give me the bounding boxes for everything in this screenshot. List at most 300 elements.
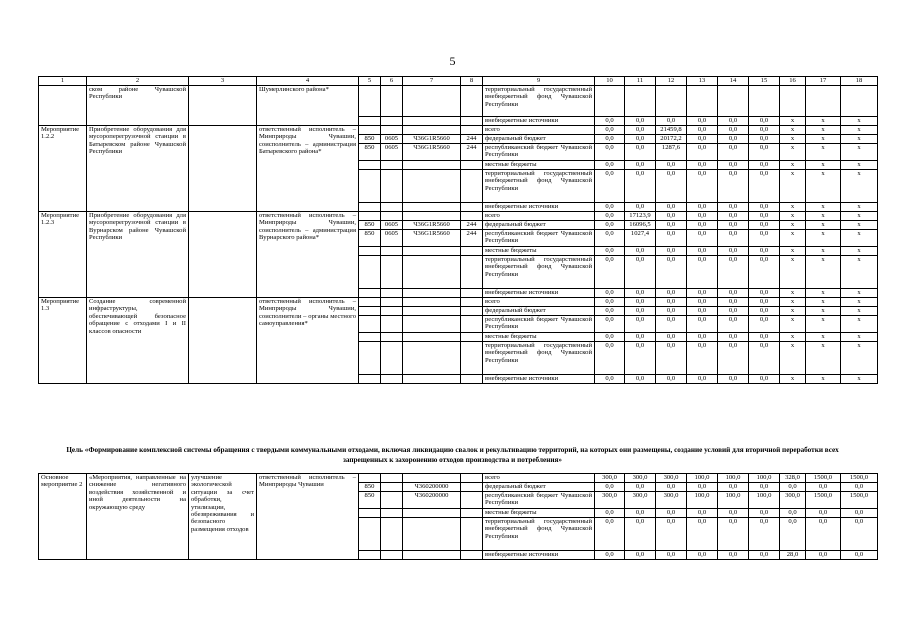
table-row [39, 86, 878, 117]
column-number: 4 [257, 77, 359, 86]
column-number: 12 [656, 77, 687, 86]
value-cell: 0,0 [806, 551, 841, 560]
value-cell: x [806, 316, 841, 333]
code-grbs [359, 203, 381, 212]
value-cell: 0,0 [841, 509, 878, 518]
value-cell: x [806, 117, 841, 126]
code-target [403, 509, 461, 518]
value-cell: 0,0 [595, 247, 625, 256]
code-target: Ч360200000 [403, 483, 461, 492]
code-target [403, 551, 461, 560]
funding-source: территориальный государственный внебюджетный фонд Чувашской Республики [483, 86, 595, 117]
event-number: Мероприятие 1.2.2 [39, 126, 87, 212]
code-section [381, 298, 403, 307]
value-cell: x [780, 316, 806, 333]
code-expense [461, 256, 483, 289]
value-cell: 0,0 [749, 518, 780, 551]
code-section [381, 170, 403, 203]
value-cell: 0,0 [687, 256, 718, 289]
value-cell: 0,0 [595, 203, 625, 212]
code-section [381, 289, 403, 298]
program-table [38, 76, 878, 384]
value-cell: 0,0 [595, 117, 625, 126]
code-target [403, 247, 461, 256]
code-target [403, 375, 461, 384]
value-cell: 300,0 [625, 474, 656, 483]
value-cell: x [806, 256, 841, 289]
code-target: Ч36G1R5660 [403, 135, 461, 144]
value-cell: 0,0 [780, 483, 806, 492]
value-cell: 0,0 [687, 230, 718, 247]
table-row [39, 474, 878, 483]
column-number: 6 [381, 77, 403, 86]
code-expense [461, 203, 483, 212]
code-grbs: 850 [359, 144, 381, 161]
value-cell: 1500,0 [806, 474, 841, 483]
value-cell: 0,0 [625, 333, 656, 342]
value-cell: 0,0 [806, 518, 841, 551]
value-cell: 0,0 [656, 307, 687, 316]
value-cell: 0,0 [687, 221, 718, 230]
funding-source: территориальный государственный внебюджетный фонд Чувашской Республики [483, 256, 595, 289]
code-section [381, 375, 403, 384]
code-expense [461, 307, 483, 316]
value-cell: 0,0 [595, 342, 625, 375]
value-cell: x [806, 333, 841, 342]
value-cell: 0,0 [718, 230, 749, 247]
value-cell: 0,0 [595, 221, 625, 230]
value-cell: 0,0 [656, 518, 687, 551]
value-cell: 0,0 [656, 256, 687, 289]
value-cell: x [806, 221, 841, 230]
value-cell [841, 86, 878, 117]
code-target: Ч36G1R5660 [403, 230, 461, 247]
column-number: 7 [403, 77, 461, 86]
code-grbs [359, 342, 381, 375]
value-cell: 0,0 [718, 161, 749, 170]
value-cell: 0,0 [625, 203, 656, 212]
value-cell: 0,0 [718, 126, 749, 135]
funding-source: федеральный бюджет [483, 483, 595, 492]
code-grbs [359, 289, 381, 298]
event-result [189, 212, 257, 298]
value-cell: x [780, 256, 806, 289]
code-section [381, 474, 403, 483]
value-cell: 0,0 [625, 551, 656, 560]
value-cell: 16096,5 [625, 221, 656, 230]
value-cell: 1027,4 [625, 230, 656, 247]
value-cell: 0,0 [718, 247, 749, 256]
code-section [381, 333, 403, 342]
value-cell: x [841, 289, 878, 298]
value-cell: 0,0 [841, 518, 878, 551]
code-grbs [359, 518, 381, 551]
value-cell: 0,0 [718, 307, 749, 316]
value-cell: 0,0 [595, 256, 625, 289]
code-target [403, 256, 461, 289]
value-cell: x [780, 203, 806, 212]
code-expense [461, 316, 483, 333]
code-expense: 244 [461, 135, 483, 144]
value-cell: 0,0 [595, 316, 625, 333]
code-grbs [359, 170, 381, 203]
code-expense: 244 [461, 230, 483, 247]
code-grbs [359, 161, 381, 170]
funding-source: федеральный бюджет [483, 221, 595, 230]
code-section [381, 518, 403, 551]
value-cell: 0,0 [687, 483, 718, 492]
code-grbs [359, 298, 381, 307]
code-expense: 244 [461, 144, 483, 161]
value-cell: 100,0 [718, 492, 749, 509]
funding-source: внебюджетные источники [483, 375, 595, 384]
column-number: 10 [595, 77, 625, 86]
column-number: 13 [687, 77, 718, 86]
value-cell: x [806, 135, 841, 144]
value-cell: 0,0 [718, 203, 749, 212]
funding-source: местные бюджеты [483, 247, 595, 256]
value-cell: x [780, 212, 806, 221]
value-cell: 100,0 [687, 474, 718, 483]
table-row [39, 298, 878, 307]
code-cell [359, 86, 381, 117]
value-cell: 0,0 [718, 298, 749, 307]
goal-heading: Цель «Формирование комплексной системы обращения с твердыми коммунальными отходами, включая ликвидацию свалок и рекультивацию территорий, на которых они размещены, создание условий для вторичной переработки всех запрещенных к захоронению отходов производства и потребления» [66, 446, 839, 464]
value-cell: 1287,6 [656, 144, 687, 161]
code-target: Ч36G1R5660 [403, 221, 461, 230]
value-cell: 0,0 [625, 117, 656, 126]
value-cell: 100,0 [687, 492, 718, 509]
value-cell: x [841, 298, 878, 307]
value-cell: 17123,9 [625, 212, 656, 221]
value-cell: 0,0 [656, 170, 687, 203]
value-cell: 0,0 [687, 247, 718, 256]
value-cell: 0,0 [625, 298, 656, 307]
value-cell: 28,0 [780, 551, 806, 560]
value-cell: 0,0 [718, 509, 749, 518]
funding-source: федеральный бюджет [483, 307, 595, 316]
value-cell: 0,0 [687, 144, 718, 161]
value-cell: 20172,2 [656, 135, 687, 144]
value-cell: 0,0 [780, 518, 806, 551]
value-cell: 0,0 [749, 230, 780, 247]
funding-source: местные бюджеты [483, 333, 595, 342]
code-expense [461, 474, 483, 483]
value-cell: 0,0 [749, 221, 780, 230]
code-grbs [359, 316, 381, 333]
value-cell: 300,0 [656, 474, 687, 483]
funding-source: республиканский бюджет Чувашской Республики [483, 492, 595, 509]
table-row [39, 126, 878, 135]
value-cell: x [806, 144, 841, 161]
value-cell: x [780, 161, 806, 170]
value-cell: 0,0 [718, 483, 749, 492]
code-grbs [359, 256, 381, 289]
value-cell: 0,0 [718, 551, 749, 560]
code-section [381, 492, 403, 509]
value-cell: x [841, 316, 878, 333]
value-cell: 0,0 [625, 135, 656, 144]
value-cell: x [841, 307, 878, 316]
value-cell [780, 86, 806, 117]
event-responsible: Шумерлинского района* [257, 86, 359, 126]
value-cell: x [841, 203, 878, 212]
value-cell: 0,0 [595, 518, 625, 551]
value-cell: 1500,0 [841, 492, 878, 509]
funding-source: всего [483, 298, 595, 307]
value-cell: x [841, 212, 878, 221]
code-target [403, 316, 461, 333]
code-grbs: 850 [359, 135, 381, 144]
value-cell: x [806, 170, 841, 203]
column-number: 11 [625, 77, 656, 86]
column-number: 8 [461, 77, 483, 86]
value-cell: x [780, 289, 806, 298]
header-row [39, 77, 878, 86]
value-cell [718, 86, 749, 117]
value-cell: 0,0 [595, 230, 625, 247]
value-cell: 0,0 [687, 117, 718, 126]
funding-source: местные бюджеты [483, 161, 595, 170]
code-target [403, 342, 461, 375]
code-section [381, 316, 403, 333]
event-number: Мероприятие 1.3 [39, 298, 87, 384]
value-cell: 0,0 [656, 230, 687, 247]
value-cell: 0,0 [749, 212, 780, 221]
value-cell: 0,0 [625, 170, 656, 203]
value-cell: 0,0 [718, 316, 749, 333]
code-section [381, 551, 403, 560]
code-target [403, 518, 461, 551]
value-cell: x [841, 126, 878, 135]
value-cell [656, 86, 687, 117]
value-cell: 0,0 [625, 509, 656, 518]
column-number: 9 [483, 77, 595, 86]
funding-source: местные бюджеты [483, 509, 595, 518]
value-cell: 0,0 [595, 126, 625, 135]
value-cell: 0,0 [749, 161, 780, 170]
event-responsible: ответственный исполнитель – Минприроды Чувашии, соисполнители – органы местного самоуправления* [257, 298, 359, 384]
event-result: улучшение экологической ситуации за счет обработки, утилизации, обезвреживания и безопасного размещения отходов [189, 474, 257, 560]
code-target [403, 170, 461, 203]
code-target [403, 212, 461, 221]
value-cell: 0,0 [749, 289, 780, 298]
value-cell: 0,0 [718, 289, 749, 298]
value-cell: 0,0 [718, 170, 749, 203]
value-cell: 300,0 [595, 474, 625, 483]
value-cell: 300,0 [595, 492, 625, 509]
value-cell: 100,0 [749, 492, 780, 509]
value-cell [687, 86, 718, 117]
value-cell: 0,0 [687, 170, 718, 203]
value-cell: 0,0 [595, 333, 625, 342]
column-number: 5 [359, 77, 381, 86]
column-number: 18 [841, 77, 878, 86]
value-cell: 0,0 [625, 126, 656, 135]
value-cell: x [841, 247, 878, 256]
value-cell: 0,0 [749, 483, 780, 492]
funding-source: территориальный государственный внебюджетный фонд Чувашской Республики [483, 342, 595, 375]
value-cell: 0,0 [656, 551, 687, 560]
code-section [381, 212, 403, 221]
value-cell: 0,0 [749, 247, 780, 256]
value-cell [595, 86, 625, 117]
code-target [403, 474, 461, 483]
value-cell: 0,0 [749, 117, 780, 126]
value-cell: 0,0 [656, 375, 687, 384]
code-section: 0605 [381, 221, 403, 230]
program-table-2 [38, 473, 878, 560]
value-cell: 0,0 [595, 161, 625, 170]
code-section: 0605 [381, 230, 403, 247]
code-target [403, 203, 461, 212]
value-cell: 0,0 [656, 221, 687, 230]
value-cell: x [841, 221, 878, 230]
event-result [189, 298, 257, 384]
value-cell: x [780, 126, 806, 135]
funding-source: республиканский бюджет Чувашской Республики [483, 144, 595, 161]
code-expense [461, 492, 483, 509]
value-cell: x [841, 230, 878, 247]
code-cell [461, 86, 483, 117]
code-target [403, 333, 461, 342]
value-cell: x [841, 161, 878, 170]
code-expense [461, 170, 483, 203]
event-name: Создание современной инфраструктуры, обеспечивающей безопасное обращение с отходами I и II классов опасности [87, 298, 189, 384]
value-cell: x [780, 230, 806, 247]
value-cell: 0,0 [656, 247, 687, 256]
value-cell: 0,0 [687, 298, 718, 307]
code-section [381, 247, 403, 256]
value-cell: 300,0 [780, 492, 806, 509]
value-cell: 0,0 [749, 551, 780, 560]
value-cell: 0,0 [718, 221, 749, 230]
funding-source: всего [483, 212, 595, 221]
event-responsible: ответственный исполнитель – Минприроды Чувашии, соисполнитель – администрация Вурнарского района* [257, 212, 359, 298]
value-cell: 0,0 [718, 342, 749, 375]
code-expense [461, 518, 483, 551]
value-cell: x [780, 298, 806, 307]
value-cell: 300,0 [656, 492, 687, 509]
value-cell: x [806, 307, 841, 316]
code-expense [461, 126, 483, 135]
value-cell: 0,0 [625, 518, 656, 551]
code-expense [461, 289, 483, 298]
value-cell: 100,0 [718, 474, 749, 483]
value-cell [625, 86, 656, 117]
code-expense [461, 509, 483, 518]
value-cell: 0,0 [595, 135, 625, 144]
code-section [381, 509, 403, 518]
page-number: 5 [449, 54, 456, 68]
value-cell: x [780, 144, 806, 161]
value-cell: x [806, 298, 841, 307]
value-cell: 0,0 [687, 161, 718, 170]
value-cell: 0,0 [625, 144, 656, 161]
code-grbs [359, 375, 381, 384]
column-number: 16 [780, 77, 806, 86]
value-cell: 0,0 [595, 551, 625, 560]
column-number: 17 [806, 77, 841, 86]
value-cell: 0,0 [749, 256, 780, 289]
value-cell: 0,0 [687, 203, 718, 212]
value-cell: x [780, 117, 806, 126]
value-cell: 0,0 [718, 256, 749, 289]
value-cell: 0,0 [656, 289, 687, 298]
value-cell: 0,0 [625, 316, 656, 333]
code-grbs: 850 [359, 492, 381, 509]
funding-source: территориальный государственный внебюджетный фонд Чувашской Республики [483, 170, 595, 203]
event-result [189, 126, 257, 212]
value-cell [749, 86, 780, 117]
value-cell: x [780, 247, 806, 256]
value-cell: x [841, 256, 878, 289]
code-section [381, 483, 403, 492]
value-cell: x [806, 203, 841, 212]
value-cell: 0,0 [718, 518, 749, 551]
funding-source: внебюджетные источники [483, 551, 595, 560]
value-cell: 0,0 [625, 247, 656, 256]
value-cell: 0,0 [656, 161, 687, 170]
value-cell: 0,0 [749, 126, 780, 135]
value-cell: 0,0 [718, 333, 749, 342]
funding-source: республиканский бюджет Чувашской Республики [483, 316, 595, 333]
column-number: 1 [39, 77, 87, 86]
value-cell: x [780, 170, 806, 203]
code-expense [461, 247, 483, 256]
value-cell: 0,0 [625, 483, 656, 492]
code-section: 0605 [381, 135, 403, 144]
funding-source: федеральный бюджет [483, 135, 595, 144]
value-cell: 0,0 [718, 375, 749, 384]
value-cell: 0,0 [595, 298, 625, 307]
code-target: Ч36G1R5660 [403, 144, 461, 161]
code-expense [461, 483, 483, 492]
code-grbs [359, 333, 381, 342]
event-responsible: ответственный исполнитель – Минприроды Чувашии [257, 474, 359, 560]
code-expense [461, 342, 483, 375]
funding-source: внебюджетные источники [483, 289, 595, 298]
value-cell: 0,0 [749, 333, 780, 342]
code-expense: 244 [461, 221, 483, 230]
column-number: 3 [189, 77, 257, 86]
value-cell: 0,0 [656, 203, 687, 212]
code-section [381, 161, 403, 170]
event-responsible: ответственный исполнитель – Минприроды Чувашии, соисполнитель – администрация Батыревского района* [257, 126, 359, 212]
value-cell: x [841, 342, 878, 375]
value-cell: 328,0 [780, 474, 806, 483]
funding-source: республиканский бюджет Чувашской Республики [483, 230, 595, 247]
value-cell: x [806, 126, 841, 135]
code-grbs [359, 212, 381, 221]
value-cell: 21459,8 [656, 126, 687, 135]
value-cell: x [806, 342, 841, 375]
value-cell: 0,0 [656, 509, 687, 518]
value-cell: x [780, 375, 806, 384]
event-number: Основное мероприятие 2 [39, 474, 87, 560]
value-cell: 0,0 [656, 333, 687, 342]
value-cell: 0,0 [625, 307, 656, 316]
value-cell: 0,0 [718, 135, 749, 144]
code-expense [461, 551, 483, 560]
value-cell: 0,0 [625, 256, 656, 289]
code-expense [461, 212, 483, 221]
code-target [403, 307, 461, 316]
code-target [403, 298, 461, 307]
code-grbs: 850 [359, 230, 381, 247]
value-cell: 0,0 [595, 289, 625, 298]
value-cell: x [806, 289, 841, 298]
